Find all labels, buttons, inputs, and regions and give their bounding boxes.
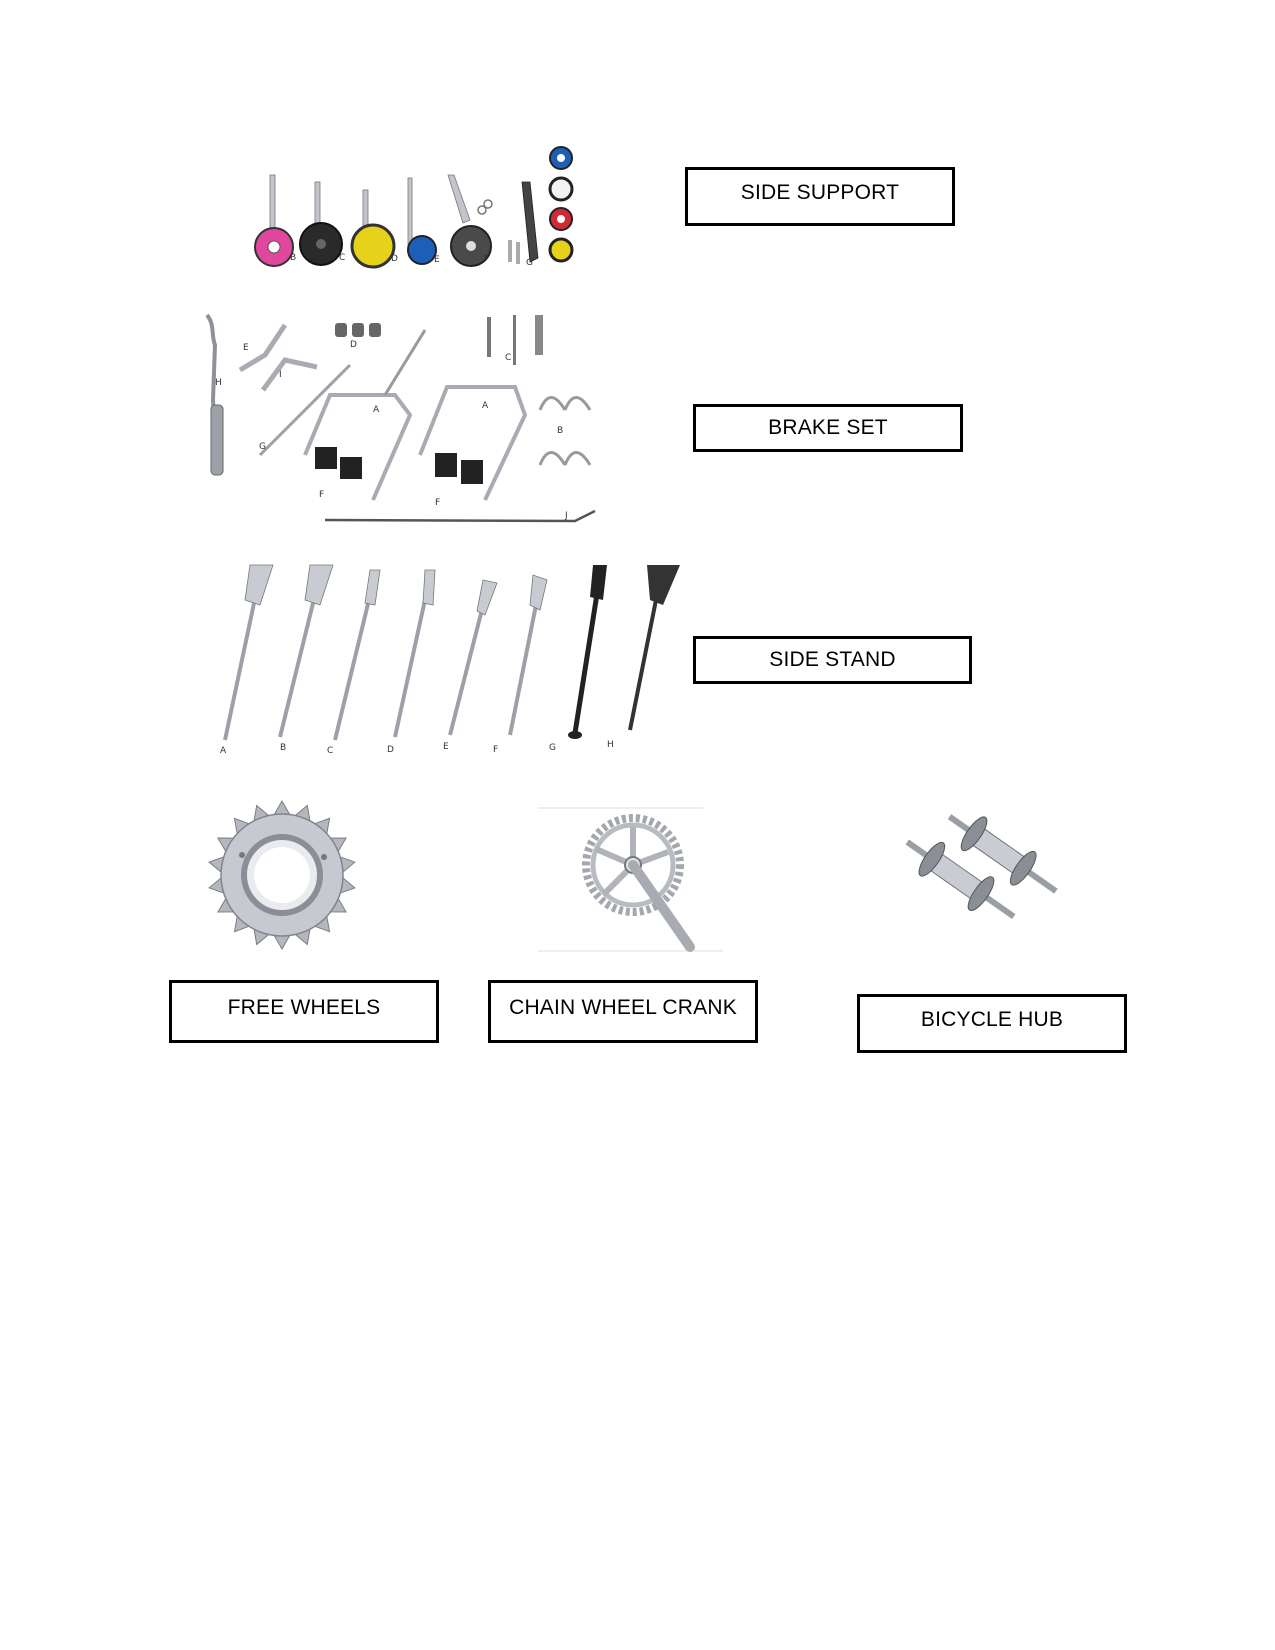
stand-letter-c: C [327,746,334,756]
brake-letter-i: I [279,370,282,380]
side-stand-label: SIDE STAND [769,648,896,671]
brake-letter-g: G [259,442,266,452]
side-support-label: SIDE SUPPORT [740,180,900,204]
side-support-letter-c: C [339,253,346,263]
brake-letter-f2: F [435,498,441,508]
brake-letter-a2: A [482,401,489,411]
chain-wheel-crank-label-box [488,980,758,1043]
brake-letter-a1: A [373,405,380,415]
free-wheels-label: FREE WHEELS [227,995,381,1019]
brake-letter-d: D [350,340,357,350]
stand-letter-e: E [443,742,449,752]
bicycle-hub-label-box [857,994,1127,1053]
bicycle-hub-label: BICYCLE HUB [920,1007,1064,1031]
stand-letter-b: B [280,743,287,753]
stand-letter-a: A [220,746,227,756]
side-support-letter-f: F [484,254,490,264]
side-support-letter-e: E [434,255,440,265]
chain-wheel-crank-label: CHAIN WHEEL CRANK [509,995,737,1019]
free-wheels-label-box [169,980,439,1043]
side-support-letter-d: D [391,254,398,264]
stand-letter-f: F [493,745,499,755]
bicycle-hub-image [905,810,1060,965]
stand-letter-d: D [387,745,394,755]
brake-set-image [195,315,635,555]
side-support-label-box [685,167,955,226]
brake-letter-e: E [243,343,249,353]
side-stand-image [215,565,685,755]
side-support-letter-b: B [290,253,297,263]
stand-letter-h: H [607,740,614,750]
side-stand-label-box [693,636,972,684]
brake-letter-j: J [565,511,568,521]
side-support-image [250,140,600,280]
brake-letter-h: H [215,378,222,388]
side-support-letter-g: G [526,258,533,268]
stand-letter-g: G [549,743,556,753]
brake-letter-f1: F [319,490,325,500]
chain-wheel-crank-image [538,807,723,952]
brake-letter-c: C [505,353,512,363]
brake-set-label-box [693,404,963,452]
brake-set-label: BRAKE SET [768,416,888,439]
free-wheel-image [200,800,365,950]
brake-letter-b: B [557,426,564,436]
